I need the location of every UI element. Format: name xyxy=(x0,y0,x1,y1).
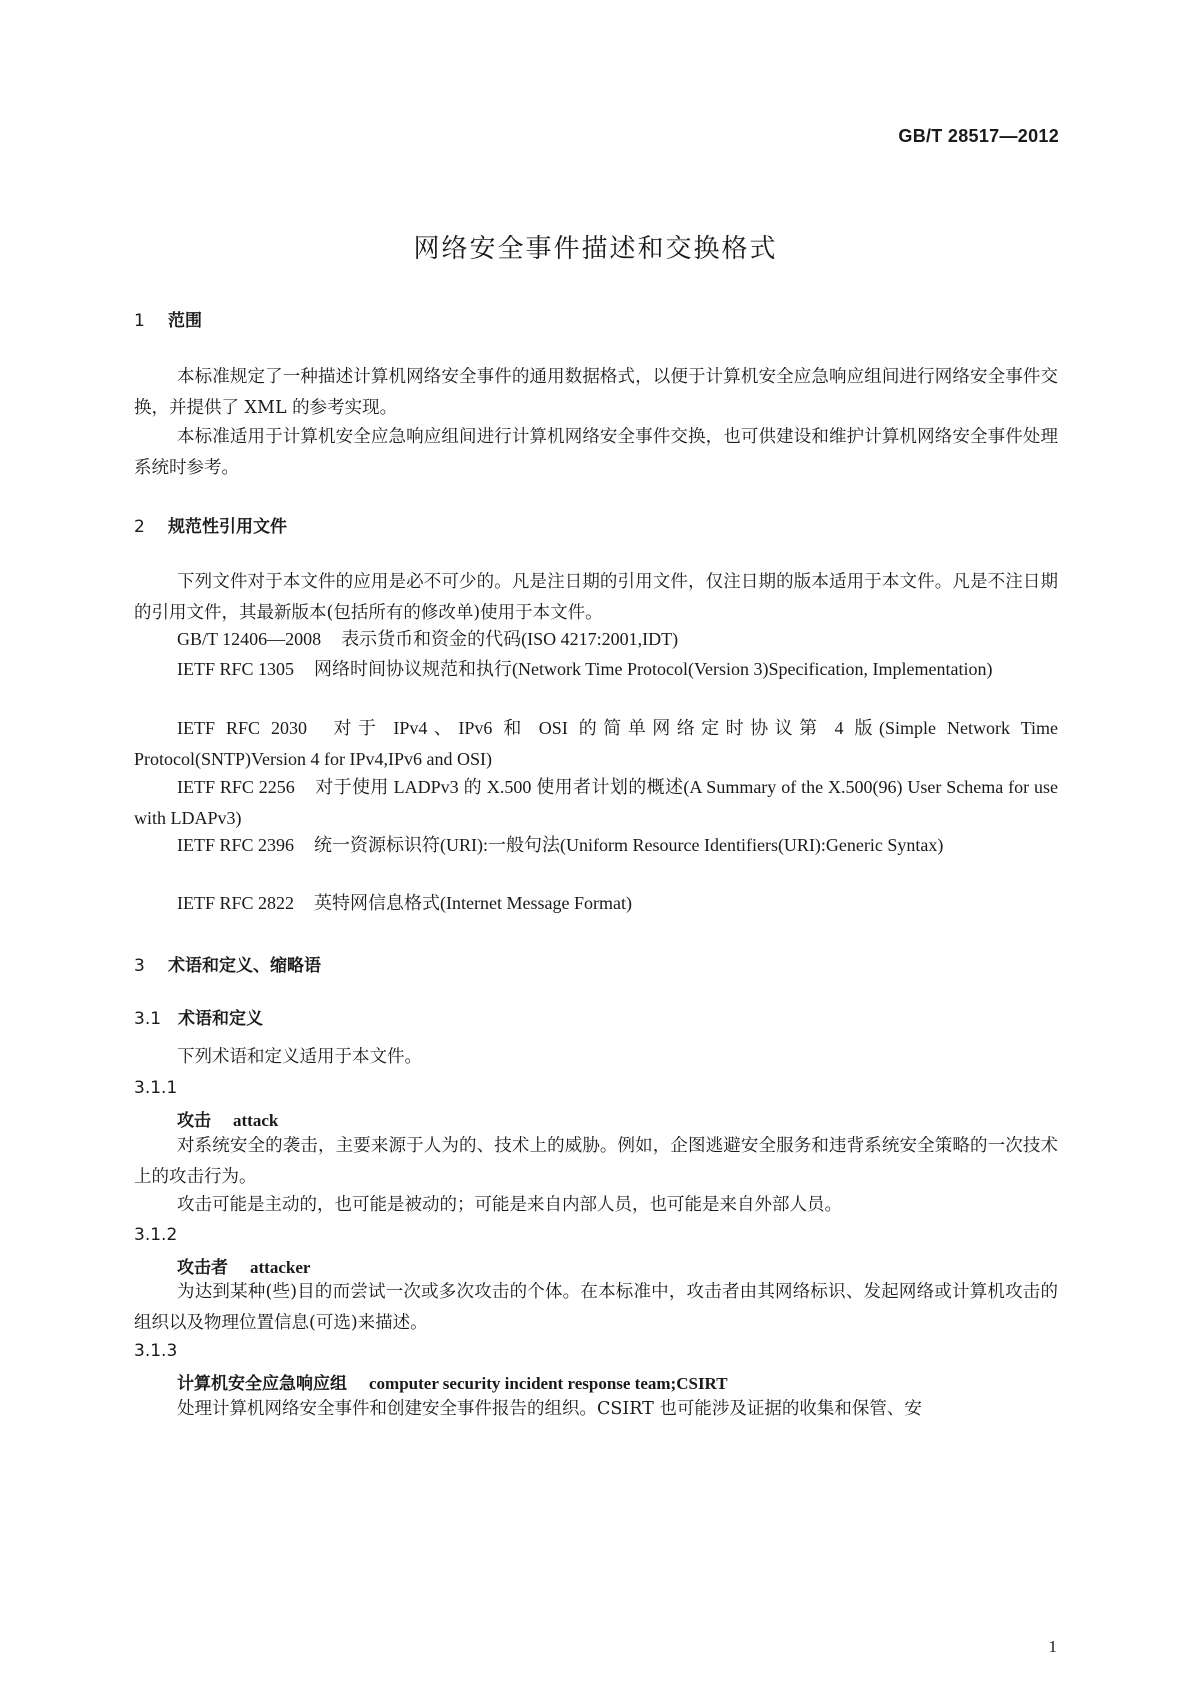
section-title: 范围 xyxy=(168,311,202,331)
subsection-number: 3.1 xyxy=(134,1009,162,1029)
subsection-title: 术语和定义 xyxy=(178,1009,263,1029)
reference-desc: 对于使用 LADPv3 的 X.500 使用者计划的概述(A Summary of the X.500(96) User Schema for use with LDAPv3) xyxy=(134,777,1058,828)
reference-item xyxy=(134,624,1058,655)
paragraph: 下列术语和定义适用于本文件。 xyxy=(177,1047,422,1067)
standard-number: GB/T 28517—2012 xyxy=(898,126,1059,146)
section-title: 术语和定义、缩略语 xyxy=(168,956,321,976)
paragraph: 对系统安全的袭击，主要来源于人为的、技术上的威胁。例如，企图逃避安全服务和违背系统安全策略的一次技术上的攻击行为。 xyxy=(134,1136,1058,1187)
term-heading xyxy=(177,1106,278,1131)
reference-code: IETF RFC 2256 xyxy=(177,777,295,797)
paragraph: 本标准适用于计算机安全应急响应组间进行计算机网络安全事件交换，也可供建设和维护计算机网络安全事件处理系统时参考。 xyxy=(134,427,1058,478)
reference-item xyxy=(134,830,1058,861)
reference-code: IETF RFC 2396 xyxy=(177,835,295,855)
section-heading-1 xyxy=(134,306,202,331)
term-number: 3.1.3 xyxy=(134,1341,178,1361)
paragraph: 为达到某种(些)目的而尝试一次或多次攻击的个体。在本标准中，攻击者由其网络标识、发起网络或计算机攻击的组织以及物理位置信息(可选)来描述。 xyxy=(134,1282,1058,1333)
section-heading-3 xyxy=(134,951,321,976)
section-number: 3 xyxy=(134,956,145,976)
subsection-heading-3-1 xyxy=(134,1004,263,1029)
page-number: 1 xyxy=(1048,1637,1057,1656)
term-heading xyxy=(177,1253,310,1278)
section-number: 1 xyxy=(134,311,145,331)
reference-code: IETF RFC 2030 xyxy=(177,718,307,738)
term-en: computer security incident response team;CSIRT xyxy=(369,1374,728,1393)
paragraph: 攻击可能是主动的，也可能是被动的；可能是来自内部人员，也可能是来自外部人员。 xyxy=(177,1195,842,1215)
term-heading xyxy=(177,1369,728,1394)
section-heading-2 xyxy=(134,512,287,537)
paragraph: 本标准规定了一种描述计算机网络安全事件的通用数据格式，以便于计算机安全应急响应组间进行网络安全事件交换，并提供了 XML 的参考实现。 xyxy=(134,367,1058,418)
reference-desc: 网络时间协议规范和执行(Network Time Protocol(Version 3)Specification, Implementation) xyxy=(314,659,993,679)
reference-item xyxy=(134,772,1058,834)
reference-code: IETF RFC 1305 xyxy=(177,659,295,679)
term-number: 3.1.1 xyxy=(134,1078,178,1098)
reference-desc: 对于 IPv4、IPv6 和 OSI 的简单网络定时协议第 4 版(Simple Network Time Protocol(SNTP)Version 4 for IPv4,IPv6 and OSI) xyxy=(134,718,1058,769)
document-title: 网络安全事件描述和交换格式 xyxy=(413,234,778,264)
paragraph: 下列文件对于本文件的应用是必不可少的。凡是注日期的引用文件，仅注日期的版本适用于本文件。凡是不注日期的引用文件，其最新版本(包括所有的修改单)使用于本文件。 xyxy=(134,572,1058,623)
reference-item xyxy=(134,888,1058,919)
term-zh: 计算机安全应急响应组 xyxy=(177,1374,347,1394)
reference-item xyxy=(134,654,1058,685)
reference-desc: 统一资源标识符(URI):一般句法(Uniform Resource Identifiers(URI):Generic Syntax) xyxy=(314,835,944,855)
reference-desc: 英特网信息格式(Internet Message Format) xyxy=(314,893,632,913)
reference-code: GB/T 12406—2008 xyxy=(177,629,322,649)
term-en: attacker xyxy=(250,1258,311,1277)
reference-code: IETF RFC 2822 xyxy=(177,893,295,913)
paragraph: 处理计算机网络安全事件和创建安全事件报告的组织。CSIRT 也可能涉及证据的收集和保管、安 xyxy=(177,1399,922,1419)
term-zh: 攻击者 xyxy=(177,1258,228,1278)
section-number: 2 xyxy=(134,517,145,537)
section-title: 规范性引用文件 xyxy=(168,517,287,537)
term-zh: 攻击 xyxy=(177,1111,211,1131)
term-number: 3.1.2 xyxy=(134,1225,178,1245)
reference-item xyxy=(134,713,1058,775)
term-en: attack xyxy=(233,1111,279,1130)
reference-desc: 表示货币和资金的代码(ISO 4217:2001,IDT) xyxy=(341,629,679,649)
